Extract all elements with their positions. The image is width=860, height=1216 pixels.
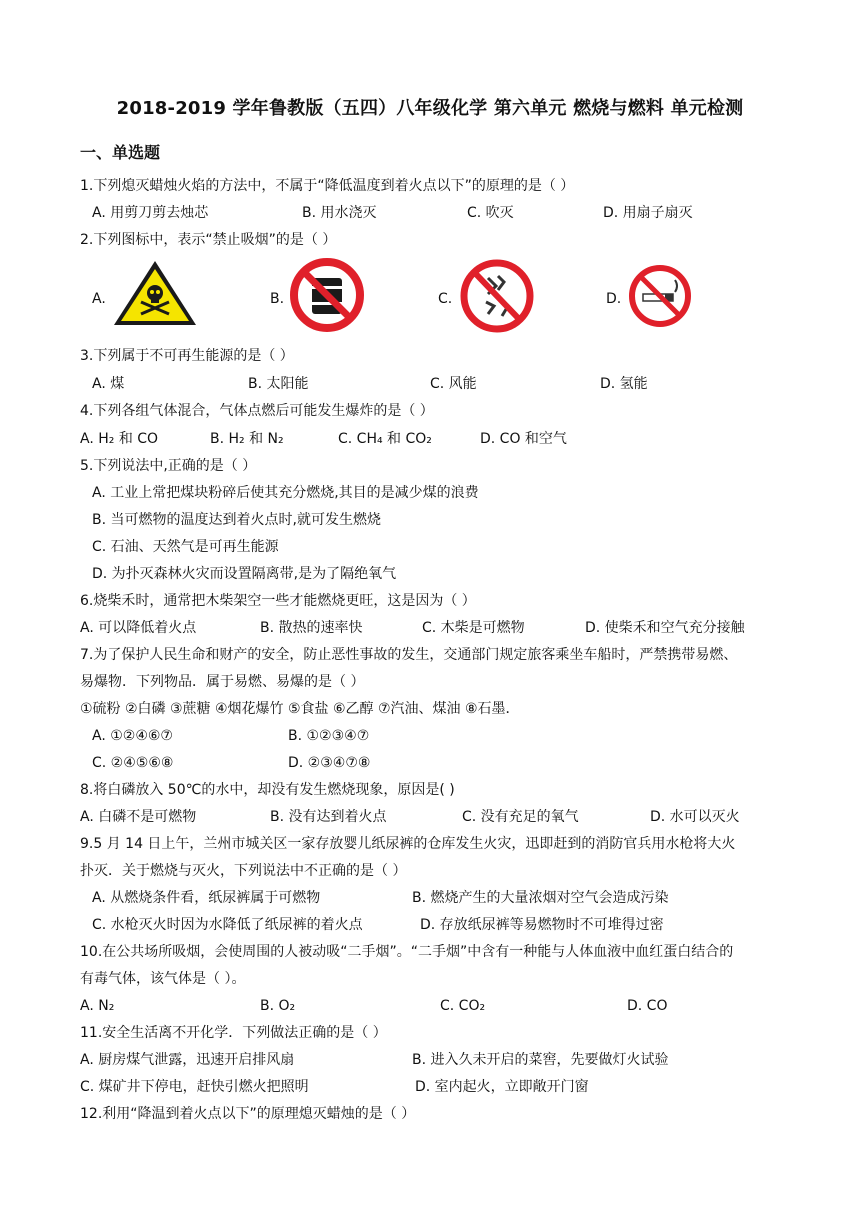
toxic-warning-icon [111,258,199,328]
question-1-option-c[interactable]: C. 吹灭 [467,205,514,221]
question-7-option-a[interactable]: A. ①②④⑥⑦ [92,728,173,744]
question-7-option-b[interactable]: B. ①②③④⑦ [288,728,370,744]
question-1-option-d[interactable]: D. 用扇子扇灭 [603,205,693,221]
question-3-stem: 3.下列属于不可再生能源的是（ ） [80,348,294,364]
question-6-option-d[interactable]: D. 使柴禾和空气充分接触 [585,620,745,636]
question-3-option-b[interactable]: B. 太阳能 [248,376,309,392]
question-1-stem: 1.下列熄灭蜡烛火焰的方法中，不属于“降低温度到着火点以下”的原理的是（ ） [80,178,575,194]
question-1-option-b[interactable]: B. 用水浇灭 [302,205,377,221]
question-9-option-b[interactable]: B. 燃烧产生的大量浓烟对空气会造成污染 [412,890,669,906]
question-5-option-d[interactable]: D. 为扑灭森林火灾而设置隔离带,是为了隔绝氧气 [92,566,397,582]
question-2-option-c[interactable]: C. [438,291,453,307]
no-fireworks-icon [458,256,536,336]
question-8-option-b[interactable]: B. 没有达到着火点 [270,809,387,825]
question-6-option-a[interactable]: A. 可以降低着火点 [80,620,197,636]
question-4-option-c[interactable]: C. CH₄ 和 CO₂ [338,431,432,447]
question-7-option-c[interactable]: C. ②④⑤⑥⑧ [92,755,174,771]
question-3-option-d[interactable]: D. 氢能 [600,376,648,392]
no-smoking-icon [627,264,693,328]
question-4-stem: 4.下列各组气体混合，气体点燃后可能发生爆炸的是（ ） [80,403,434,419]
question-9-option-d[interactable]: D. 存放纸尿裤等易燃物时不可堆得过密 [420,917,664,933]
section-heading: 一、单选题 [80,143,161,162]
question-5-option-a[interactable]: A. 工业上常把煤块粉碎后使其充分燃烧,其目的是减少煤的浪费 [92,485,479,501]
question-1-option-a[interactable]: A. 用剪刀剪去烛芯 [92,205,209,221]
question-7-items: ①硫粉 ②白磷 ③蔗糖 ④烟花爆竹 ⑤食盐 ⑥乙醇 ⑦汽油、煤油 ⑧石墨． [80,701,520,717]
question-10-stem-line-2: 有毒气体，该气体是（ ）。 [80,971,246,987]
question-10-option-a[interactable]: A. N₂ [80,998,115,1014]
question-3-option-c[interactable]: C. 风能 [430,376,477,392]
question-6-option-b[interactable]: B. 散热的速率快 [260,620,363,636]
question-5-stem: 5.下列说法中,正确的是（ ） [80,458,257,474]
question-11-option-d[interactable]: D. 室内起火，立即敞开门窗 [415,1079,589,1095]
question-2-option-b[interactable]: B. [270,291,285,307]
question-9-option-c[interactable]: C. 水枪灭火时因为水降低了纸尿裤的着火点 [92,917,363,933]
question-3-option-a[interactable]: A. 煤 [92,376,125,392]
question-8-option-a[interactable]: A. 白磷不是可燃物 [80,809,197,825]
no-flammables-icon [288,256,366,334]
question-7-option-d[interactable]: D. ②③④⑦⑧ [288,755,371,771]
question-2-stem: 2.下列图标中，表示“禁止吸烟”的是（ ） [80,232,337,248]
question-10-option-c[interactable]: C. CO₂ [440,998,486,1014]
question-5-option-b[interactable]: B. 当可燃物的温度达到着火点时,就可发生燃烧 [92,512,381,528]
question-2-option-a[interactable]: A. [92,291,106,307]
question-11-option-b[interactable]: B. 进入久未开启的菜窖，先要做灯火试验 [412,1052,669,1068]
question-6-stem: 6.烧柴禾时，通常把木柴架空一些才能燃烧更旺，这是因为（ ） [80,593,476,609]
question-4-option-b[interactable]: B. H₂ 和 N₂ [210,431,284,447]
question-6-option-c[interactable]: C. 木柴是可燃物 [422,620,525,636]
question-11-option-c[interactable]: C. 煤矿井下停电，赶快引燃火把照明 [80,1079,309,1095]
question-4-option-a[interactable]: A. H₂ 和 CO [80,431,159,447]
question-10-option-b[interactable]: B. O₂ [260,998,296,1014]
question-9-stem-line-1: 9.5 月 14 日上午，兰州市城关区一家存放婴儿纸尿裤的仓库发生火灾，迅即赶到的消防官兵用水枪将大火 [80,836,736,852]
question-5-option-c[interactable]: C. 石油、天然气是可再生能源 [92,539,279,555]
question-10-option-d[interactable]: D. CO [627,998,668,1014]
question-8-option-c[interactable]: C. 没有充足的氧气 [462,809,579,825]
question-7-stem-line-1: 7.为了保护人民生命和财产的安全，防止恶性事故的发生，交通部门规定旅客乘坐车船时，严禁携带易燃、 [80,647,738,663]
question-9-stem-line-2: 扑灭．关于燃烧与灭火，下列说法中不正确的是（ ） [80,863,407,879]
question-11-stem: 11.安全生活离不开化学．下列做法正确的是（ ） [80,1025,387,1041]
question-8-option-d[interactable]: D. 水可以灭火 [650,809,740,825]
question-12-stem: 12.利用“降温到着火点以下”的原理熄灭蜡烛的是（ ） [80,1106,416,1122]
page-title: 2018-2019 学年鲁教版（五四）八年级化学 第六单元 燃烧与燃料 单元检测 [116,98,744,119]
question-9-option-a[interactable]: A. 从燃烧条件看，纸尿裤属于可燃物 [92,890,321,906]
question-8-stem: 8.将白磷放入 50℃的水中，却没有发生燃烧现象，原因是( ) [80,782,455,798]
question-11-option-a[interactable]: A. 厨房煤气泄露，迅速开启排风扇 [80,1052,295,1068]
question-10-stem-line-1: 10.在公共场所吸烟，会使周围的人被动吸“二手烟”。“二手烟”中含有一种能与人体血液中血红蛋白结合的 [80,944,734,960]
question-2-option-d[interactable]: D. [606,291,622,307]
question-4-option-d[interactable]: D. CO 和空气 [480,431,567,447]
question-7-stem-line-2: 易爆物．下列物品．属于易燃、易爆的是（ ） [80,674,365,690]
